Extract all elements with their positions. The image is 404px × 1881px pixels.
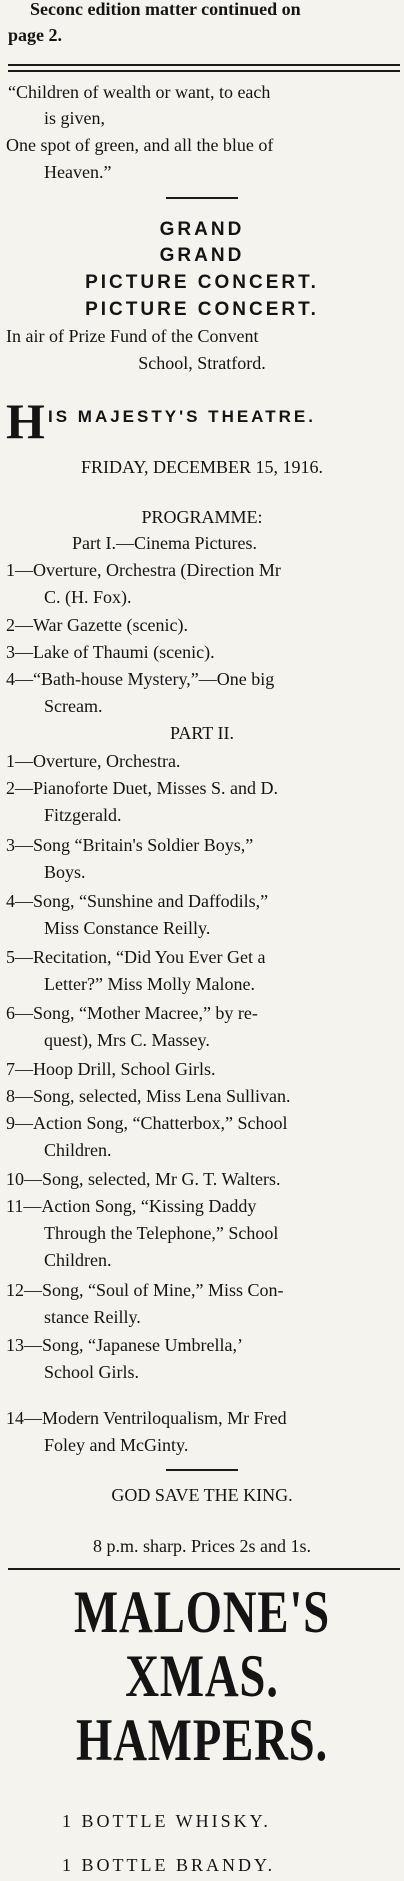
poem-line-4: Heaven.” <box>44 162 112 182</box>
programme-line: Children. <box>44 1250 112 1270</box>
poem-line-1: “Children of wealth or want, to each <box>8 82 271 102</box>
heading-grand-1: GRAND <box>159 219 245 240</box>
programme-line: 4—“Bath-house Mystery,”—One big <box>6 669 275 689</box>
short-rule-1 <box>166 197 238 199</box>
programme-line: Boys. <box>44 862 86 882</box>
programme-line: 9—Action Song, “Chatterbox,” School <box>6 1113 288 1133</box>
notice-line-2: page 2. <box>8 25 62 45</box>
programme-line: 12—Song, “Soul of Mine,” Miss Con- <box>6 1280 284 1300</box>
programme-line: 5—Recitation, “Did You Ever Get a <box>6 947 266 967</box>
programme-line: 11—Action Song, “Kissing Daddy <box>6 1196 257 1216</box>
part2-title: PART II. <box>170 723 234 743</box>
programme-line: Foley and McGinty. <box>44 1435 189 1455</box>
concert-date: FRIDAY, DECEMBER 15, 1916. <box>80 457 324 477</box>
programme-line: 3—Song “Britain's Soldier Boys,” <box>6 835 254 855</box>
section-rule <box>8 1568 400 1570</box>
programme-line: Scream. <box>44 696 103 716</box>
programme-line: stance Reilly. <box>44 1307 141 1327</box>
venue-dropcap: H <box>6 393 45 449</box>
aid-line-2: School, Stratford. <box>138 353 266 373</box>
programme-line: C. (H. Fox). <box>44 587 132 607</box>
programme-line: 8—Song, selected, Miss Lena Sullivan. <box>6 1086 291 1106</box>
programme-line: 10—Song, selected, Mr G. T. Walters. <box>6 1169 281 1189</box>
price-footer: 8 p.m. sharp. Prices 2s and 1s. <box>93 1536 311 1556</box>
programme-line: 3—Lake of Thaumi (scenic). <box>6 642 215 662</box>
programme-line: 6—Song, “Mother Macree,” by re- <box>6 1003 258 1023</box>
programme-line: 1—Overture, Orchestra (Direction Mr <box>6 560 281 580</box>
part1-title: Part I.—Cinema Pictures. <box>72 533 257 553</box>
poem-line-2: is given, <box>44 108 105 128</box>
programme-line: 1—Overture, Orchestra. <box>6 751 181 771</box>
programme-line: 4—Song, “Sunshine and Daffodils,” <box>6 891 269 911</box>
programme-line: 7—Hoop Drill, School Girls. <box>6 1059 216 1079</box>
programme-line: Miss Constance Reilly. <box>44 918 211 938</box>
programme-line: Children. <box>44 1140 112 1160</box>
notice-line-1: Seconc edition matter continued on <box>30 0 301 19</box>
short-rule-2 <box>166 1469 238 1471</box>
programme-line: School Girls. <box>44 1362 140 1382</box>
double-rule-top <box>8 64 400 66</box>
programme-line: Fitzgerald. <box>44 805 122 825</box>
programme-line: Letter?” Miss Molly Malone. <box>44 974 255 994</box>
programme-line: Through the Telephone,” School <box>44 1223 279 1243</box>
programme-title: PROGRAMME: <box>141 507 263 527</box>
heading-grand-2: GRAND <box>159 245 245 266</box>
programme-line: quest), Mrs C. Massey. <box>44 1030 210 1050</box>
heading-picture-concert-1: PICTURE CONCERT. <box>85 272 319 293</box>
venue-name: IS MAJESTY'S THEATRE. <box>48 407 316 426</box>
programme-line: 2—War Gazette (scenic). <box>6 615 188 635</box>
poem-line-3: One spot of green, and all the blue of <box>6 135 274 155</box>
programme-line: 2—Pianoforte Duet, Misses S. and D. <box>6 778 278 798</box>
programme-line: 13—Song, “Japanese Umbrella,’ <box>6 1335 243 1355</box>
ad-item-2: 1 BOTTLE BRANDY. <box>62 1855 276 1875</box>
ad-title-line-2: XMAS. <box>125 1643 279 1709</box>
programme-line: 14—Modern Ventriloqualism, Mr Fred <box>6 1408 287 1428</box>
ad-title-line-1: MALONE'S <box>74 1579 330 1645</box>
double-rule-bottom <box>8 70 400 72</box>
ad-item-1: 1 BOTTLE WHISKY. <box>62 1811 271 1831</box>
aid-line-1: In air of Prize Fund of the Convent <box>6 326 259 346</box>
heading-picture-concert-2: PICTURE CONCERT. <box>85 299 319 320</box>
ad-title-line-3: HAMPERS. <box>76 1707 328 1773</box>
anthem: GOD SAVE THE KING. <box>111 1485 293 1505</box>
